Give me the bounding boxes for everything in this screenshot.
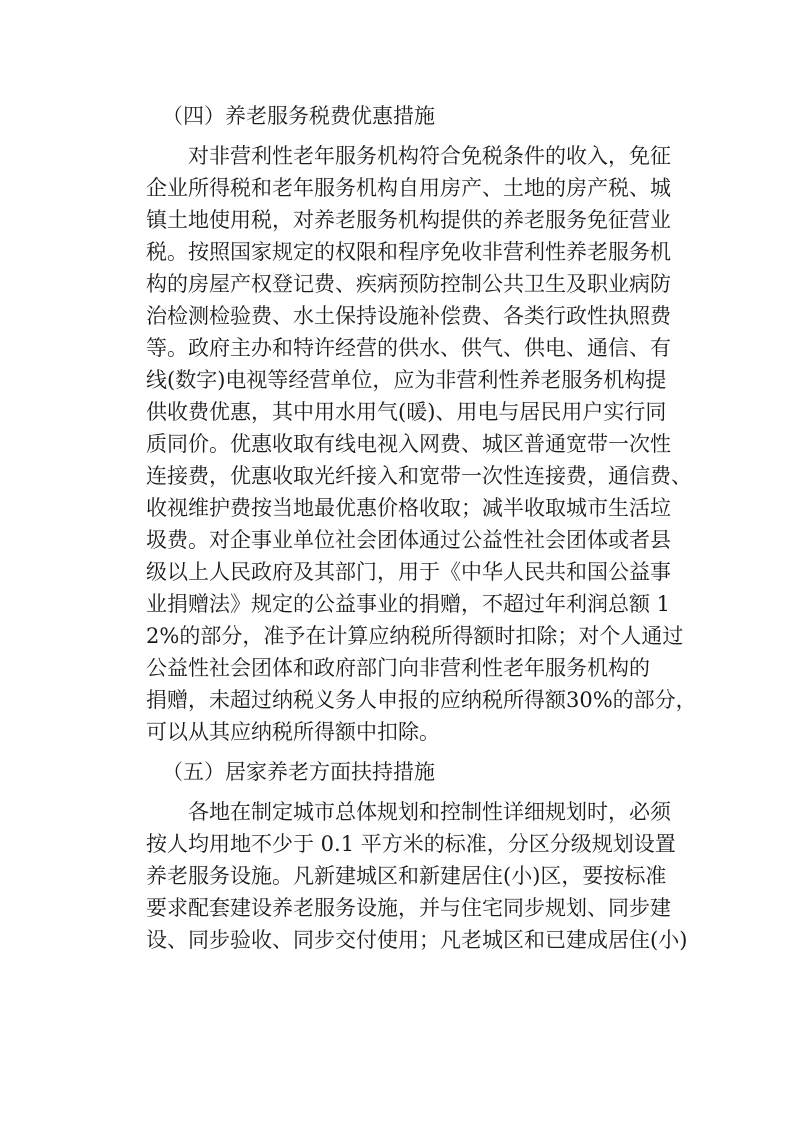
paragraph-line: 线(数字)电视等经营单位，应为非营利性养老服务机构提 [146,368,667,392]
paragraph-line: 税。按照国家规定的权限和程序免收非营利性养老服务机 [146,240,671,264]
paragraph-line: 连接费，优惠收取光纤接入和宽带一次性连接费，通信费、 [146,464,692,488]
paragraph-line: 按人均用地不少于 0.1 平方米的标准，分区分级规划设置 [146,832,676,856]
paragraph-line: 等。政府主办和特许经营的供水、供气、供电、通信、有 [146,336,671,360]
paragraph-line: 养老服务设施。凡新建城区和新建居住(小)区，要按标准 [146,864,667,888]
paragraph-line: 设、同步验收、同步交付使用；凡老城区和已建成居住(小) [146,928,688,952]
paragraph-line: 治检测检验费、水土保持设施补偿费、各类行政性执照费 [146,304,671,328]
paragraph-line: 要求配套建设养老服务设施，并与住宅同步规划、同步建 [146,896,671,920]
paragraph-line: 各地在制定城市总体规划和控制性详细规划时，必须 [188,800,671,824]
paragraph-line: 2%的部分，准予在计算应纳税所得额时扣除；对个人通过 [146,624,684,648]
paragraph-line: 质同价。优惠收取有线电视入网费、城区普通宽带一次性 [146,432,671,456]
paragraph-line: 对非营利性老年服务机构符合免税条件的收入，免征 [188,144,671,168]
paragraph-line: 收视维护费按当地最优惠价格收取；减半收取城市生活垃 [146,496,671,520]
paragraph-line: 企业所得税和老年服务机构自用房产、土地的房产税、城 [146,176,671,200]
paragraph-line: 圾费。对企事业单位社会团体通过公益性社会团体或者县 [146,528,671,552]
paragraph-line: 供收费优惠，其中用水用气(暖)、用电与居民用户实行同 [146,400,667,424]
paragraph-line: 镇土地使用税，对养老服务机构提供的养老服务免征营业 [146,208,671,232]
paragraph-line: 可以从其应纳税所得额中扣除。 [146,720,440,744]
paragraph-line: 公益性社会团体和政府部门向非营利性老年服务机构的 [146,656,650,680]
paragraph-line: 构的房屋产权登记费、疾病预防控制公共卫生及职业病防 [146,272,671,296]
paragraph-line: 业捐赠法》规定的公益事业的捐赠，不超过年利润总额 1 [146,592,671,616]
section-heading: （四）养老服务税费优惠措施 [162,104,435,128]
paragraph-line: 级以上人民政府及其部门，用于《中华人民共和国公益事 [146,560,671,584]
section-heading: （五）居家养老方面扶持措施 [162,760,435,784]
paragraph-line: 捐赠，未超过纳税义务人申报的应纳税所得额30%的部分， [146,688,697,712]
